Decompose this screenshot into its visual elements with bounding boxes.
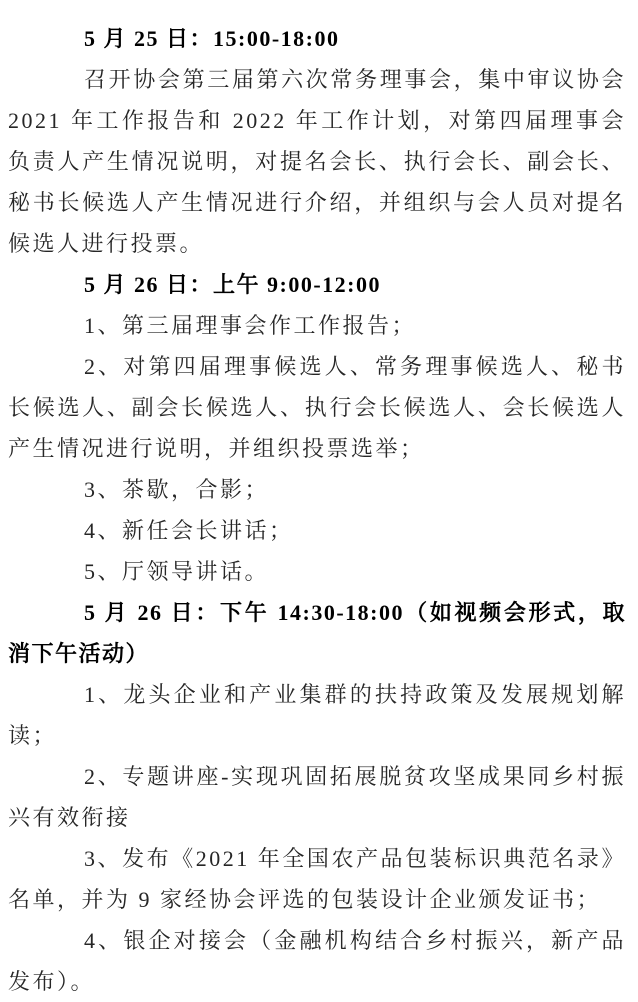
schedule-heading-may26-afternoon: 5 月 26 日：下午 14:30-18:00（如视频会形式，取消下午活动）	[8, 600, 626, 666]
agenda-item-morning-2: 2、对第四届理事候选人、常务理事候选人、秘书长候选人、副会长候选人、执行会长候选人、会长候选人产生情况进行说明，并组织投票选举；	[8, 354, 626, 461]
agenda-item-morning-4: 4、新任会长讲话；	[84, 518, 294, 543]
agenda-item-afternoon-4: 4、银企对接会（金融机构结合乡村振兴，新产品发布）。	[8, 928, 626, 994]
agenda-item-afternoon-2: 2、专题讲座-实现巩固拓展脱贫攻坚成果同乡村振兴有效衔接	[8, 764, 626, 830]
schedule-heading-may26-morning: 5 月 26 日：上午 9:00-12:00	[84, 272, 381, 297]
agenda-item-afternoon-1: 1、龙头企业和产业集群的扶持政策及发展规划解读；	[8, 682, 626, 748]
schedule-heading-may25: 5 月 25 日：15:00-18:00	[84, 26, 340, 51]
agenda-item-afternoon-3: 3、发布《2021 年全国农产品包装标识典范名录》名单，并为 9 家经协会评选的包装设计企业颁发证书；	[8, 846, 626, 912]
agenda-item-morning-5: 5、厅领导讲话。	[84, 559, 270, 584]
schedule-paragraph-may25-detail: 召开协会第三届第六次常务理事会，集中审议协会 2021 年工作报告和 2022 年工作计划，对第四届理事会负责人产生情况说明，对提名会长、执行会长、副会长、秘书长候选人产生情况进行介绍，并组织与会人员对提名候选人进行投票。	[8, 67, 626, 256]
agenda-item-morning-3: 3、茶歇，合影；	[84, 477, 270, 502]
agenda-item-morning-1: 1、第三届理事会作工作报告；	[84, 313, 417, 338]
